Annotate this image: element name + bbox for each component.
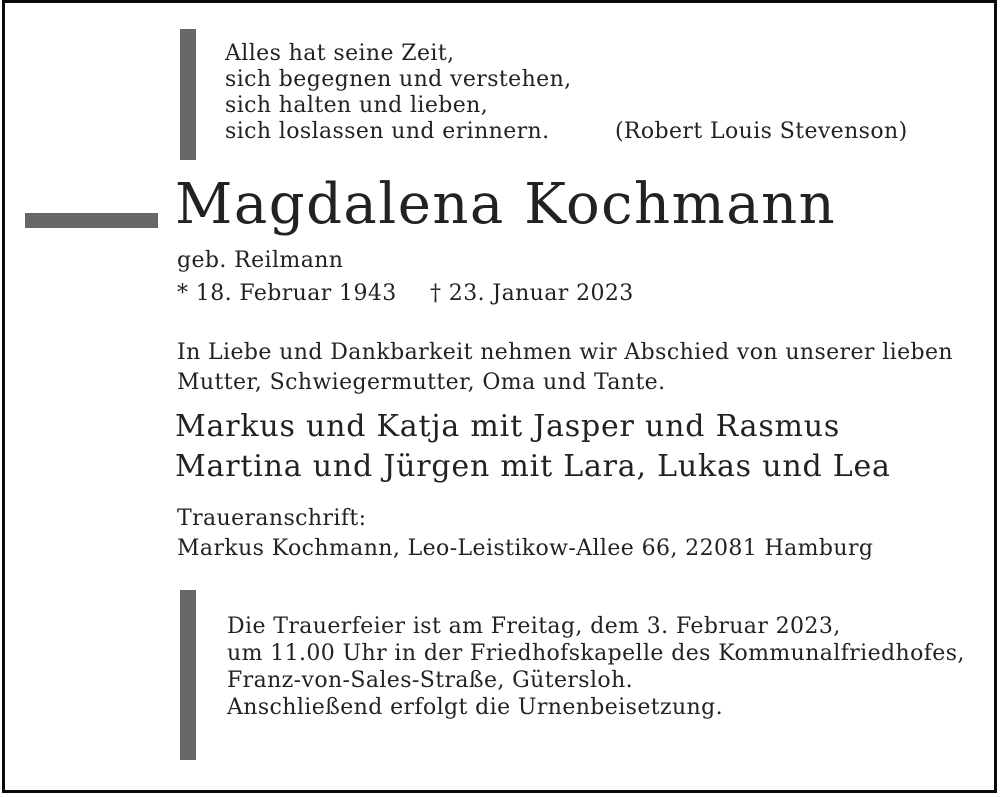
mourning-address-label: Traueranschrift: xyxy=(177,506,367,531)
mourning-address xyxy=(177,504,873,564)
ceremony-line: Anschließend erfolgt die Urnenbeisetzung. xyxy=(227,695,724,720)
ceremony-line: Franz-von-Sales-Straße, Gütersloh. xyxy=(227,668,634,693)
death-date: † 23. Januar 2023 xyxy=(430,281,634,306)
quote-line: sich begegnen und verstehen, xyxy=(225,67,572,92)
family-names xyxy=(175,407,891,487)
quote-attribution: (Robert Louis Stevenson) xyxy=(614,119,908,144)
ceremony-line: um 11.00 Uhr in der Friedhofskapelle des Kommunalfriedhofes, xyxy=(227,641,965,666)
family-line: Martina und Jürgen mit Lara, Lukas und Lea xyxy=(175,449,891,484)
birth-date: * 18. Februar 1943 xyxy=(177,281,397,306)
quote-line xyxy=(225,119,908,145)
deceased-name: Magdalena Kochmann xyxy=(175,172,837,237)
quote-line: Alles hat seine Zeit, xyxy=(225,41,455,66)
ceremony-accent-bar xyxy=(180,590,196,760)
life-dates xyxy=(177,281,634,306)
farewell-message-line: Mutter, Schwiegermutter, Oma und Tante. xyxy=(177,370,666,395)
name-accent-bar xyxy=(25,213,158,228)
quote-line-text: sich loslassen und erinnern. xyxy=(225,119,550,144)
ceremony-line: Die Trauerfeier ist am Freitag, dem 3. Februar 2023, xyxy=(227,614,841,639)
quote-line: sich halten und lieben, xyxy=(225,93,489,118)
quote-block xyxy=(225,41,908,145)
ceremony-details xyxy=(227,613,965,721)
farewell-message-line: In Liebe und Dankbarkeit nehmen wir Abschied von unserer lieben xyxy=(177,340,953,365)
family-line: Markus und Katja mit Jasper und Rasmus xyxy=(175,409,841,444)
mourning-address-value: Markus Kochmann, Leo-Leistikow-Allee 66, 22081 Hamburg xyxy=(177,536,874,561)
farewell-message xyxy=(177,338,953,398)
quote-accent-bar xyxy=(180,29,196,160)
maiden-name: geb. Reilmann xyxy=(177,248,344,273)
